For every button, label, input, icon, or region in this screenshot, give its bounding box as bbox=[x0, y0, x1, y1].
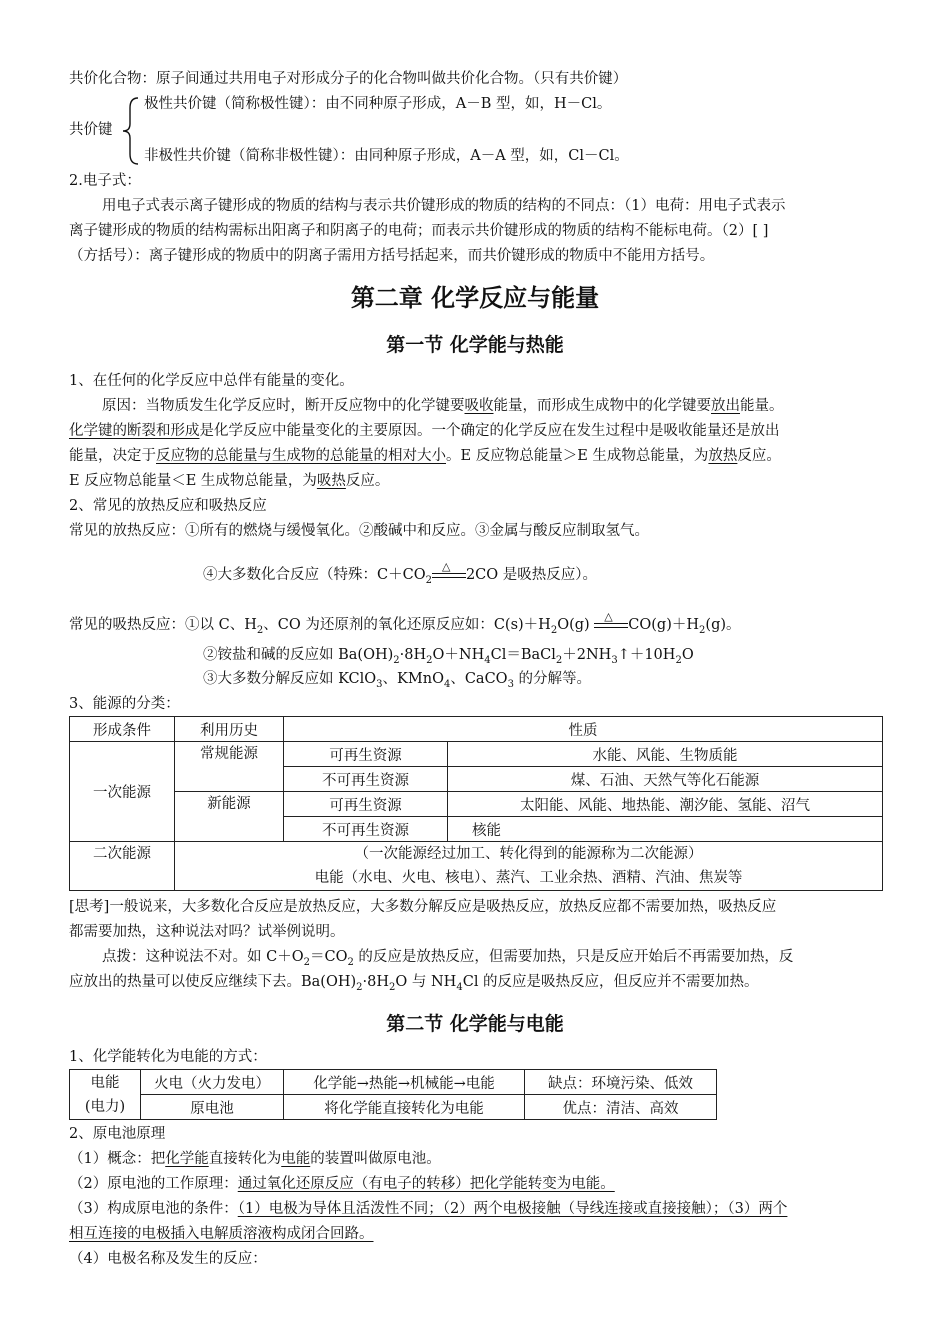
table-header: 形成条件 bbox=[70, 717, 175, 742]
table-cell: 缺点：环境污染、低效 bbox=[525, 1070, 717, 1095]
table-row bbox=[70, 1070, 717, 1095]
reason-line-3: 能量，决定于反应物的总能量与生成物的总能量的相对大小。E 反应物总能量＞E 生成物总能量，为放热反应。 bbox=[69, 448, 781, 464]
reason-line-2: 化学键的断裂和形成是化学反应中能量变化的主要原因。一个确定的化学反应在发生过程中是吸收能量还是放出 bbox=[69, 423, 780, 439]
table-row bbox=[70, 842, 883, 891]
table-header: 利用历史 bbox=[175, 717, 284, 742]
reason-line-4: E 反应物总能量＜E 生成物总能量，为吸热反应。 bbox=[69, 473, 390, 489]
exothermic-line-1: 常见的放热反应：①所有的燃烧与缓慢氧化。②酸碱中和反应。③金属与酸反应制取氢气。 bbox=[69, 523, 649, 539]
table-cell: 可再生资源 bbox=[284, 742, 448, 767]
table-cell: 化学能→热能→机械能→电能 bbox=[284, 1070, 525, 1095]
table-row bbox=[70, 792, 883, 817]
endothermic-line-3: ③大多数分解反应如 KClO$_3$、KMnO$_4$、CaCO$_3$ 的分解等。 bbox=[203, 671, 592, 690]
ef-paragraph-1: 用电子式表示离子键形成的物质的结构与表示共价键形成的物质的结构的不同点：（1）电荷：用电子式表示 bbox=[102, 198, 786, 214]
electrode-line: （4）电极名称及发生的反应： bbox=[69, 1251, 267, 1267]
table-cell: 可再生资源 bbox=[284, 792, 448, 817]
table-cell: 新能源 bbox=[175, 792, 284, 842]
think-line-1: [思考]一般说来，大多数化合反应是放热反应，大多数分解反应是吸热反应，放热反应都不需要加热，吸热反应 bbox=[69, 899, 777, 915]
chapter-title: 第二章 化学反应与能量 bbox=[350, 284, 600, 312]
table-cell: 电能 (电力) bbox=[70, 1070, 141, 1120]
principle-line: （2）原电池的工作原理：通过氧化还原反应（有电子的转移）把化学能转变为电能。 bbox=[69, 1176, 615, 1192]
table-cell: 核能 bbox=[448, 817, 883, 842]
s1-point-2: 2、常见的放热反应和吸热反应 bbox=[69, 498, 267, 514]
table-cell: 二次能源 bbox=[70, 842, 175, 891]
tip-line-2: 应放出的热量可以使反应继续下去。$Ba(OH)_2\cdot 8H_2O$ 与 $NH_4Cl$ 的反应是吸热反应，但反应并不需要加热。 bbox=[69, 974, 759, 993]
s1-point-3: 3、能源的分类： bbox=[69, 696, 180, 712]
reason-line-1: 原因：当物质发生化学反应时，断开反应物中的化学键要吸收能量，而形成生成物中的化学键要放出能量。 bbox=[102, 398, 784, 414]
endothermic-line-1: 常见的吸热反应：①以 C、$H_2$、CO 为还原剂的氧化还原反应如：$C(s)+H_2O(g)$ △ $CO(g)+H_2(g)$。 bbox=[69, 610, 741, 636]
table-cell: 一次能源 bbox=[70, 742, 175, 842]
concept-line: （1）概念：把化学能直接转化为电能的装置叫做原电池。 bbox=[69, 1151, 441, 1167]
s2-point-1: 1、化学能转化为电能的方式： bbox=[69, 1049, 267, 1065]
covalent-compound-def: 共价化合物：原子间通过共用电子对形成分子的化合物叫做共价化合物。（只有共价键） bbox=[69, 71, 628, 87]
table-cell: 水能、风能、生物质能 bbox=[448, 742, 883, 767]
energy-classification-table bbox=[69, 716, 883, 891]
ef-paragraph-3: （方括号）：离子键形成的物质中的阴离子需用方括号括起来，而共价键形成的物质中不能用方括号。 bbox=[69, 248, 715, 264]
table-header: 性质 bbox=[284, 717, 883, 742]
table-cell: 不可再生资源 bbox=[284, 817, 448, 842]
brace-icon bbox=[120, 96, 142, 166]
ef-paragraph-2: 离子键形成的物质的结构需标出阳离子和阴离子的电荷；而表示共价键形成的物质的结构不能标电荷。（2）[ ] bbox=[69, 223, 769, 239]
electricity-table bbox=[69, 1069, 717, 1120]
s2-point-2: 2、原电池原理 bbox=[69, 1126, 166, 1142]
table-cell: 太阳能、风能、地热能、潮汐能、氢能、沼气 bbox=[448, 792, 883, 817]
tip-line-1: 点拨：这种说法不对。如 $C+O_2=CO_2$ 的反应是放热反应，但需要加热，只是反应开始后不再需要加热，反 bbox=[102, 949, 794, 968]
electron-formula-title: 2.电子式： bbox=[69, 173, 141, 189]
section1-title: 第一节 化学能与热能 bbox=[386, 334, 564, 356]
table-cell: 常规能源 bbox=[175, 742, 284, 792]
table-row bbox=[70, 717, 883, 742]
table-cell: （一次能源经过加工、转化得到的能源称为二次能源） 电能（水电、火电、核电）、蒸汽、工业余热、酒精、汽油、焦炭等 bbox=[175, 842, 883, 891]
table-row bbox=[70, 1095, 717, 1120]
table-cell: 优点：清洁、高效 bbox=[525, 1095, 717, 1120]
table-cell: 煤、石油、天然气等化石能源 bbox=[448, 767, 883, 792]
s1-point-1: 1、在任何的化学反应中总伴有能量的变化。 bbox=[69, 373, 354, 389]
nonpolar-bond-def: 非极性共价键（简称非极性键）：由同种原子形成，A－A 型，如，Cl－Cl。 bbox=[144, 148, 629, 164]
table-cell: 原电池 bbox=[141, 1095, 284, 1120]
covalent-bond-label: 共价键 bbox=[69, 122, 113, 138]
table-row bbox=[70, 742, 883, 767]
polar-bond-def: 极性共价键（简称极性键）：由不同种原子形成，A－B 型，如，H－Cl。 bbox=[144, 96, 612, 112]
table-cell: 将化学能直接转化为电能 bbox=[284, 1095, 525, 1120]
endothermic-line-2: ②铵盐和碱的反应如 $Ba(OH)_2\cdot 8H_2O+NH_4Cl=BaCl_2+2NH_3↑+10H_2O$ bbox=[203, 647, 694, 666]
conditions-line-1: （3）构成原电池的条件：（1）电极为导体且活泼性不同；（2）两个电极接触（导线连接或直接接触）；（3）两个 bbox=[69, 1201, 788, 1217]
section2-title: 第二节 化学能与电能 bbox=[386, 1013, 564, 1035]
think-line-2: 都需要加热，这种说法对吗？试举例说明。 bbox=[69, 924, 345, 940]
table-cell: 火电（火力发电） bbox=[141, 1070, 284, 1095]
exothermic-line-2: ④大多数化合反应（特殊：$C+CO_2$ △ 2CO 是吸热反应）。 bbox=[203, 560, 598, 586]
conditions-line-2: 相互连接的电极插入电解质溶液构成闭合回路。 bbox=[69, 1226, 374, 1242]
table-cell: 不可再生资源 bbox=[284, 767, 448, 792]
